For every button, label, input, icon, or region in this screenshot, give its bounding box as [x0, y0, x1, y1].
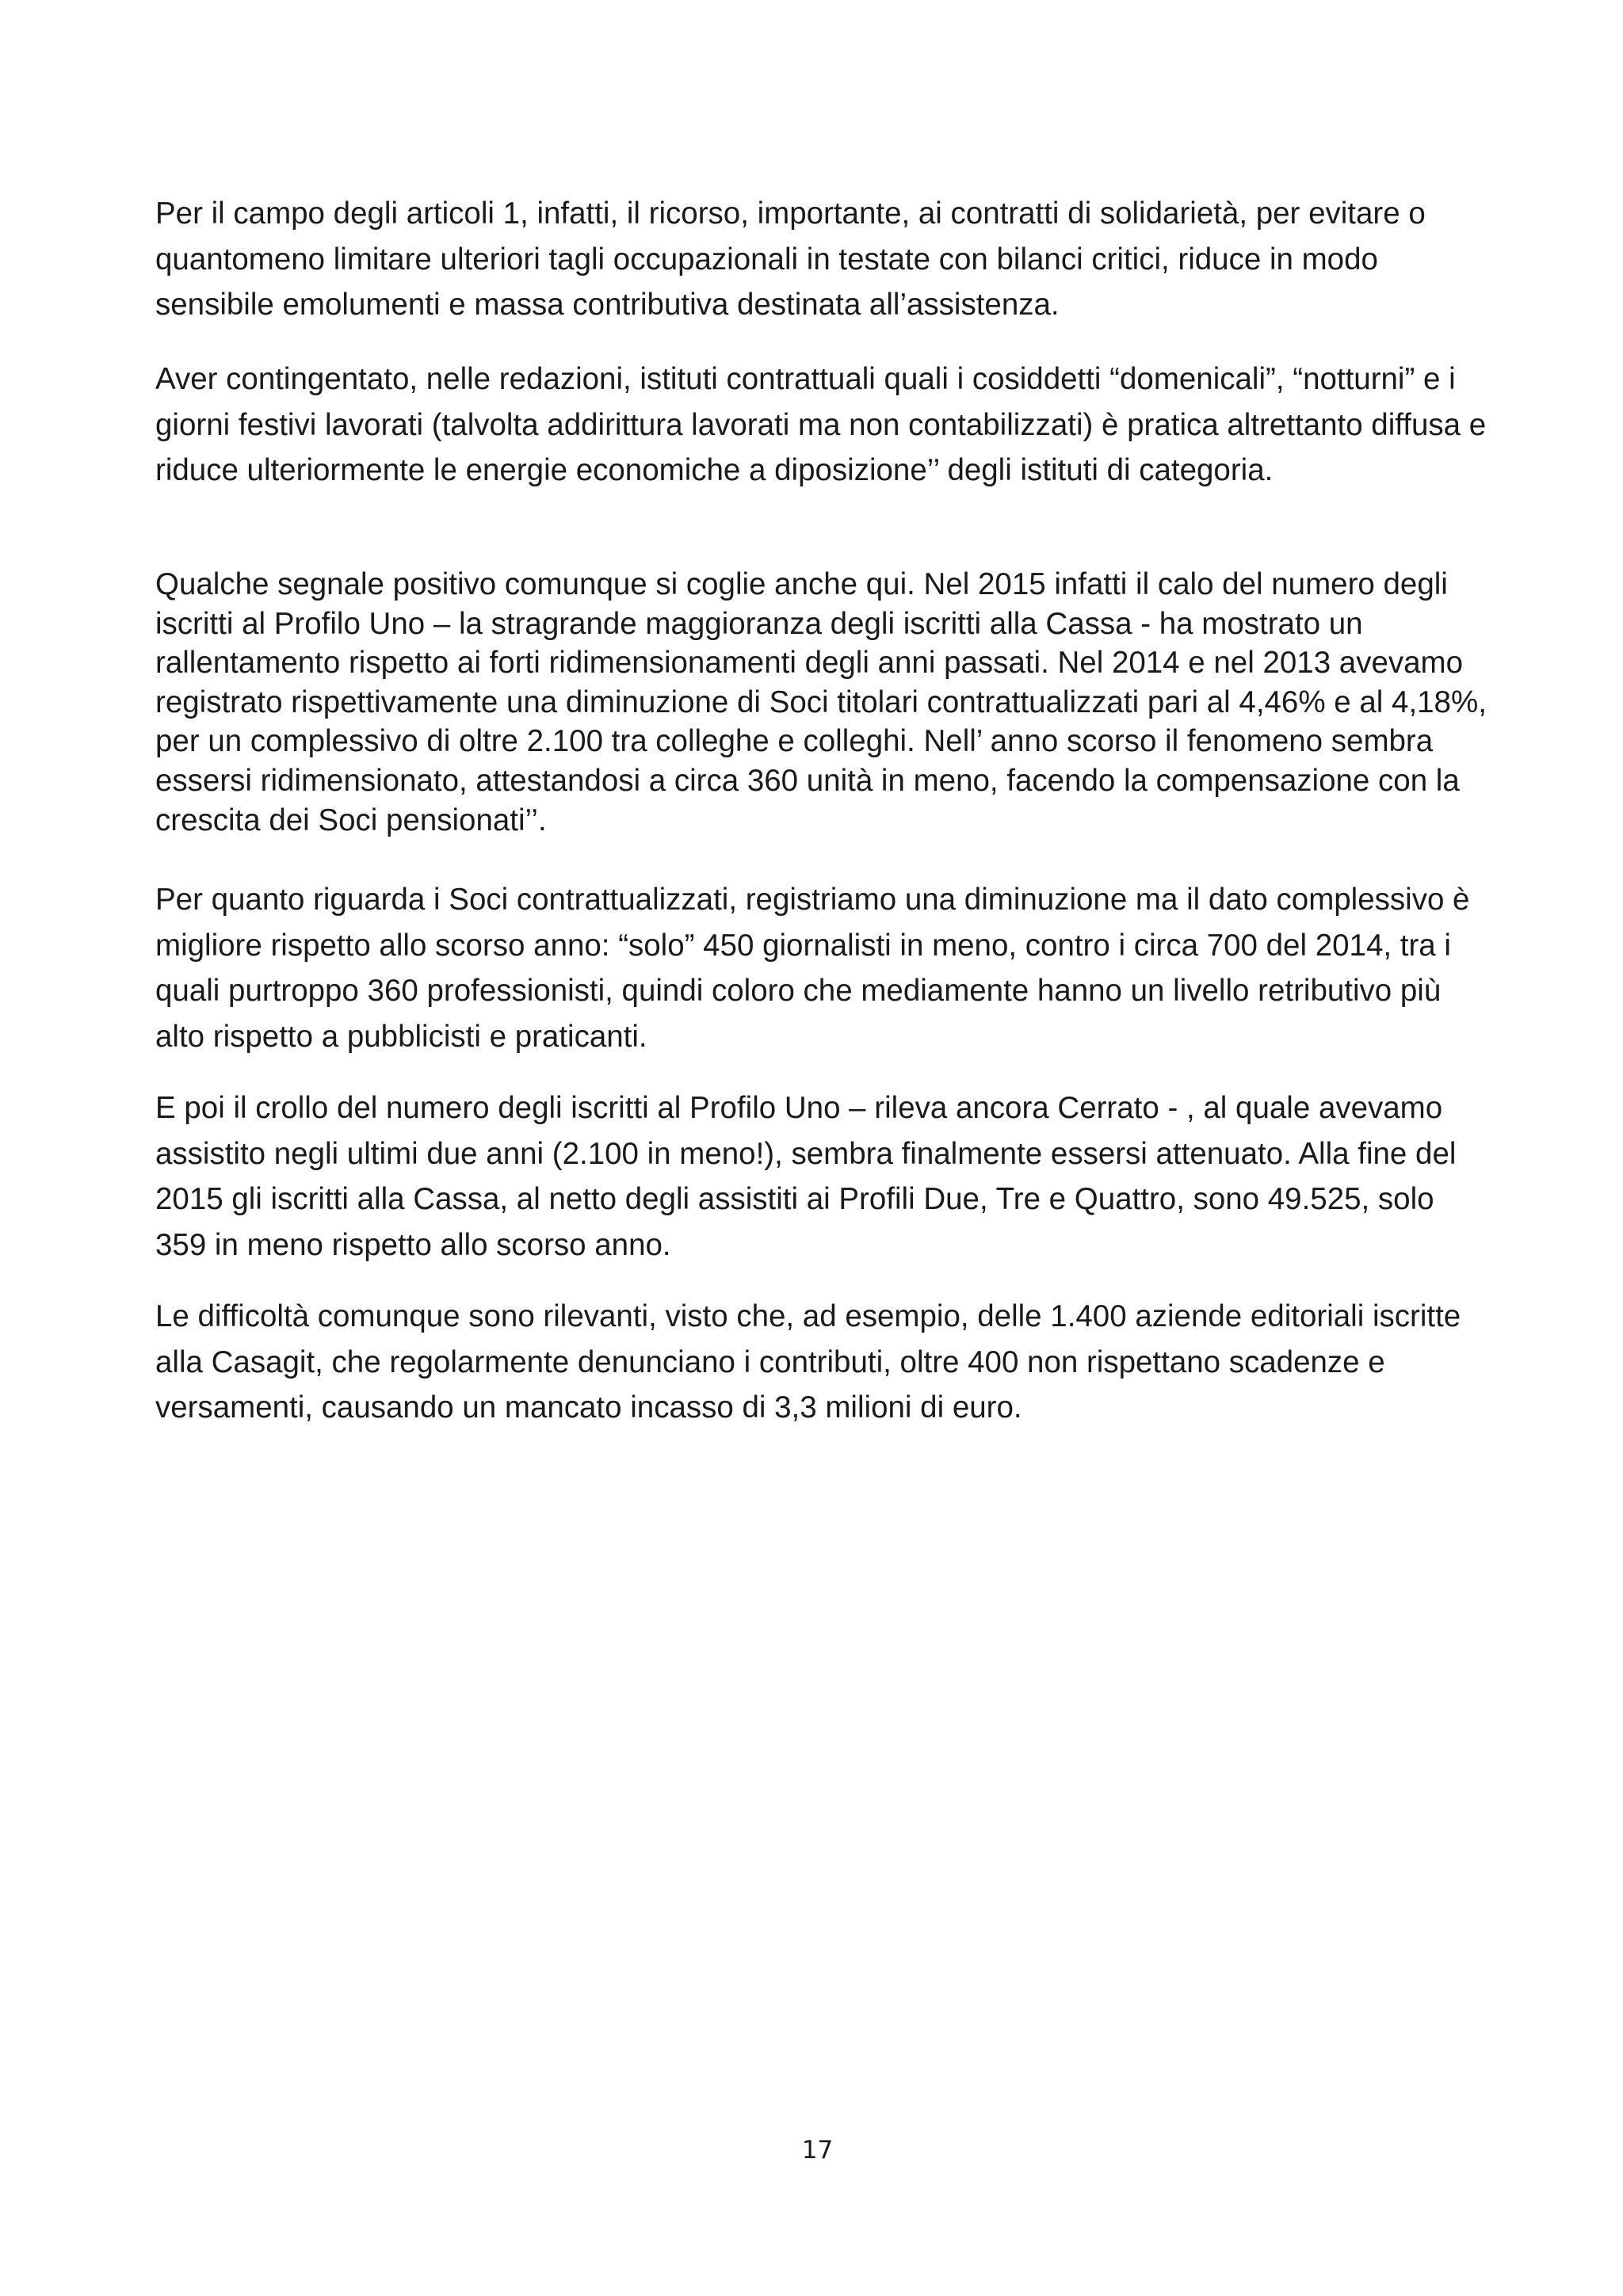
paragraph-solidarity-contracts: Per il campo degli articoli 1, infatti, il ricorso, importante, ai contratti di solidarietà, per evitare o quantomeno limitare ulteriori tagli occupazionali in testate con bilanci critici, riduce in modo sensibile emolumenti e massa contributiva destinata all’assistenza.: [155, 196, 1426, 322]
paragraph-contract-institutes: Aver contingentato, nelle redazioni, istituti contrattuali quali i cosiddetti “domenicali”, “notturni” e i giorni festivi lavorati (talvolta addirittura lavorati ma non contabilizzati) è pratica altrettanto diffusa e riduce ulteriormente le energie economiche a diposizione’’ degli istituti di categoria.: [155, 362, 1487, 487]
paragraph-contracted-members: Per quanto riguarda i Soci contrattualizzati, registriamo una diminuzione ma il dato complessivo è migliore rispetto allo scorso anno: “solo” 450 giornalisti in meno, contro i circa 700 del 2014, tra i quali purtroppo 360 professionisti, quindi coloro che mediamente hanno un livello retributivo più alto rispetto a pubblicisti e praticanti.: [155, 883, 1470, 1054]
paragraph-profile-one-decline: E poi il crollo del numero degli iscritti al Profilo Uno – rileva ancora Cerrato - , al quale avevamo assistito negli ultimi due anni (2.100 in meno!), sembra finalmente essersi attenuato. Alla fine del 2015 gli iscritti alla Cassa, al netto degli assistiti ai Profili Due, Tre e Quattro, sono 49.525, solo 359 in meno rispetto allo scorso anno.: [155, 1091, 1457, 1262]
paragraph-positive-signals: Qualche segnale positivo comunque si coglie anche qui. Nel 2015 infatti il calo del numero degli iscritti al Profilo Uno – la stragrande maggioranza degli iscritti alla Cassa - ha mostrato un rallentamento rispetto ai forti ridimensionamenti degli anni passati. Nel 2014 e nel 2013 avevamo registrato rispettivamente una diminuzione di Soci titolari contrattualizzati pari al 4,46% e al 4,18%, per un complessivo di oltre 2.100 tra colleghe e colleghi. Nell’ anno scorso il fenomeno sembra essersi ridimensionato, attestandosi a circa 360 unità in meno, facendo la compensazione con la crescita dei Soci pensionati’’.: [155, 567, 1487, 837]
page-number: 17: [801, 2136, 834, 2164]
paragraph-difficulties: Le difficoltà comunque sono rilevanti, visto che, ad esempio, delle 1.400 aziende editoriali iscritte alla Casagit, che regolarmente denunciano i contributi, oltre 400 non rispettano scadenze e versamenti, causando un mancato incasso di 3,3 milioni di euro.: [155, 1299, 1461, 1425]
